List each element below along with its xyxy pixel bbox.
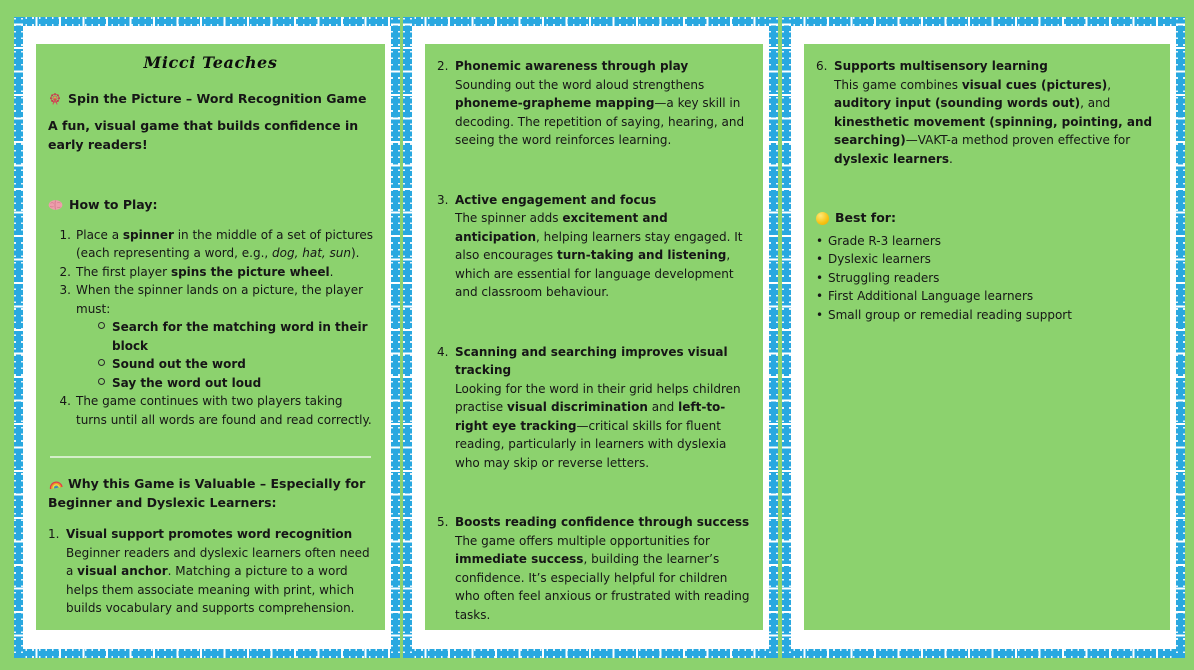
best-for-item-text: Small group or remedial reading support (828, 307, 1072, 322)
best-for-item-text: Dyslexic learners (828, 252, 931, 266)
benefit-title: Scanning and searching improves visual tracking (455, 344, 728, 377)
benefit-item (816, 57, 1158, 168)
item-text-line: When the spinner lands on a picture, the player must: (76, 283, 364, 316)
sub-list (98, 318, 373, 392)
benefit-body: Sounding out the word aloud strengthens phoneme-grapheme mapping—a key skill in decoding. The repetition of saying, hearing, and seeing the word reinforces learning. (455, 77, 745, 147)
list-item (56, 226, 373, 263)
brand-title: Micci Teaches (143, 53, 278, 72)
item-number: 3. (59, 283, 71, 297)
tape-border-top (782, 17, 1185, 26)
benefit-body: Beginner readers and dyslexic learners often need a visual anchor. Matching a picture to a word helps them associate meaning with print, which builds vocabulary and supports comprehension. (66, 545, 370, 615)
bullet-icon: • (816, 289, 824, 303)
sub-item-text: Say the word out loud (112, 375, 262, 390)
circle-bullet-icon (98, 378, 105, 385)
tape-border-right (769, 17, 778, 658)
benefit-item (437, 513, 751, 624)
sub-list-item (98, 374, 373, 393)
best-for-heading (816, 209, 1158, 228)
item-text: The first player spins the picture wheel. (76, 264, 334, 279)
benefit-number: 2. (437, 59, 449, 73)
benefit-item (437, 191, 751, 302)
item-number: 2. (59, 264, 71, 279)
flyer-page-2 (403, 17, 778, 658)
sub-item-text: Search for the matching word in their block (112, 320, 368, 353)
intro-text: A fun, visual game that builds confidence in early readers! (48, 118, 359, 152)
benefit-body: The game offers multiple opportunities for immediate success, building the learner’s confidence. It’s especially helpful for children who often feel anxious or frustrated with reading tasks. (455, 533, 750, 622)
tape-border-top (403, 17, 778, 26)
benefit-body: This game combines visual cues (pictures), auditory input (sounding words out), and kinesthetic movement (spinning, pointing, and searching)—VAKT-a method proven effective for dyslexic learners. (834, 77, 1153, 166)
benefit-body: Looking for the word in their grid helps children practise visual discrimination and left-to-right eye tracking—critical skills for fluent reading, particularly in learners with dyslexia who may skip or reverse letters. (455, 381, 741, 470)
bullet-icon: • (816, 233, 824, 248)
tape-border-bottom (403, 649, 778, 658)
benefit-content (455, 343, 751, 473)
benefit-number: 4. (437, 344, 449, 359)
list-item (56, 281, 373, 392)
list-item (816, 250, 1158, 269)
benefit-title: Supports multisensory learning (834, 59, 1048, 73)
sub-list-item (98, 355, 373, 374)
best-for-list (816, 232, 1158, 325)
benefit-content (455, 513, 751, 624)
bullet-icon: • (816, 270, 824, 285)
item-text: Place a spinner in the middle of a set of pictures (each representing a word, e.g., dog, hat, sun). (76, 227, 374, 260)
sub-item-text: Sound out the word (112, 357, 246, 371)
benefit-number: 1. (48, 527, 60, 541)
tape-border-left (14, 17, 23, 658)
benefit-number: 5. (437, 515, 449, 529)
flyer-page-3 (782, 17, 1185, 658)
sub-list-item (98, 318, 373, 355)
list-item (816, 287, 1158, 306)
page-3-panel (804, 44, 1170, 630)
how-to-play-list (48, 226, 373, 430)
benefit-title: Active engagement and focus (455, 192, 657, 207)
flyer-page-1 (14, 17, 400, 658)
best-for-label: Best for: (835, 210, 896, 225)
benefit-title: Visual support promotes word recognition (66, 527, 353, 541)
bullet-icon: • (816, 307, 824, 322)
item-number: 4. (59, 394, 71, 408)
tape-border-top (14, 17, 400, 26)
benefit-item (437, 343, 751, 473)
circle-bullet-icon (98, 359, 105, 366)
tape-border-left (403, 17, 412, 658)
benefit-item (437, 57, 751, 150)
brain-icon (48, 199, 63, 211)
tape-border-left (782, 17, 791, 658)
list-item (816, 232, 1158, 251)
list-item (56, 263, 373, 282)
why-valuable-text: Why this Game is Valuable – Especially for Beginner and Dyslexic Learners: (48, 476, 366, 510)
rainbow-icon (47, 477, 64, 490)
how-to-play-heading (48, 196, 373, 215)
benefit-number: 6. (816, 59, 828, 73)
benefit-title: Boosts reading confidence through success (455, 515, 750, 529)
item-text (76, 281, 373, 392)
benefit-item (48, 525, 373, 618)
benefit-title: Phonemic awareness through play (455, 59, 689, 73)
benefit-number: 3. (437, 192, 449, 207)
benefit-content (455, 191, 751, 302)
tape-border-right (1176, 17, 1185, 658)
game-title-heading (48, 90, 373, 109)
page-1-panel (36, 44, 385, 630)
item-text: The game continues with two players taking turns until all words are found and read correctly. (76, 394, 372, 427)
bullet-icon: • (816, 252, 824, 266)
benefit-content (834, 57, 1158, 168)
benefit-body: The spinner adds excitement and anticipation, helping learners stay engaged. It also encourages turn-taking and listening, which are essential for language development and classroom behaviour. (455, 211, 743, 299)
best-for-item-text: Grade R-3 learners (828, 233, 941, 248)
benefit-content (66, 525, 373, 618)
best-for-item-text: First Additional Language learners (828, 289, 1034, 303)
list-item (816, 269, 1158, 288)
why-valuable-heading (48, 474, 373, 512)
list-item (816, 306, 1158, 325)
ferris-wheel-icon (48, 92, 62, 106)
tape-border-bottom (782, 649, 1185, 658)
game-title-text: Spin the Picture – Word Recognition Game (68, 90, 367, 106)
how-to-play-label: How to Play: (69, 197, 158, 212)
page-2-panel (425, 44, 763, 630)
item-number: 1. (59, 227, 71, 242)
benefit-content (455, 57, 751, 150)
circle-bullet-icon (98, 322, 105, 329)
list-item (56, 392, 373, 429)
yellow-circle-icon (816, 212, 829, 225)
tape-border-right (391, 17, 400, 658)
tape-border-bottom (14, 649, 400, 658)
best-for-item-text: Struggling readers (828, 270, 940, 285)
section-divider (50, 456, 371, 458)
